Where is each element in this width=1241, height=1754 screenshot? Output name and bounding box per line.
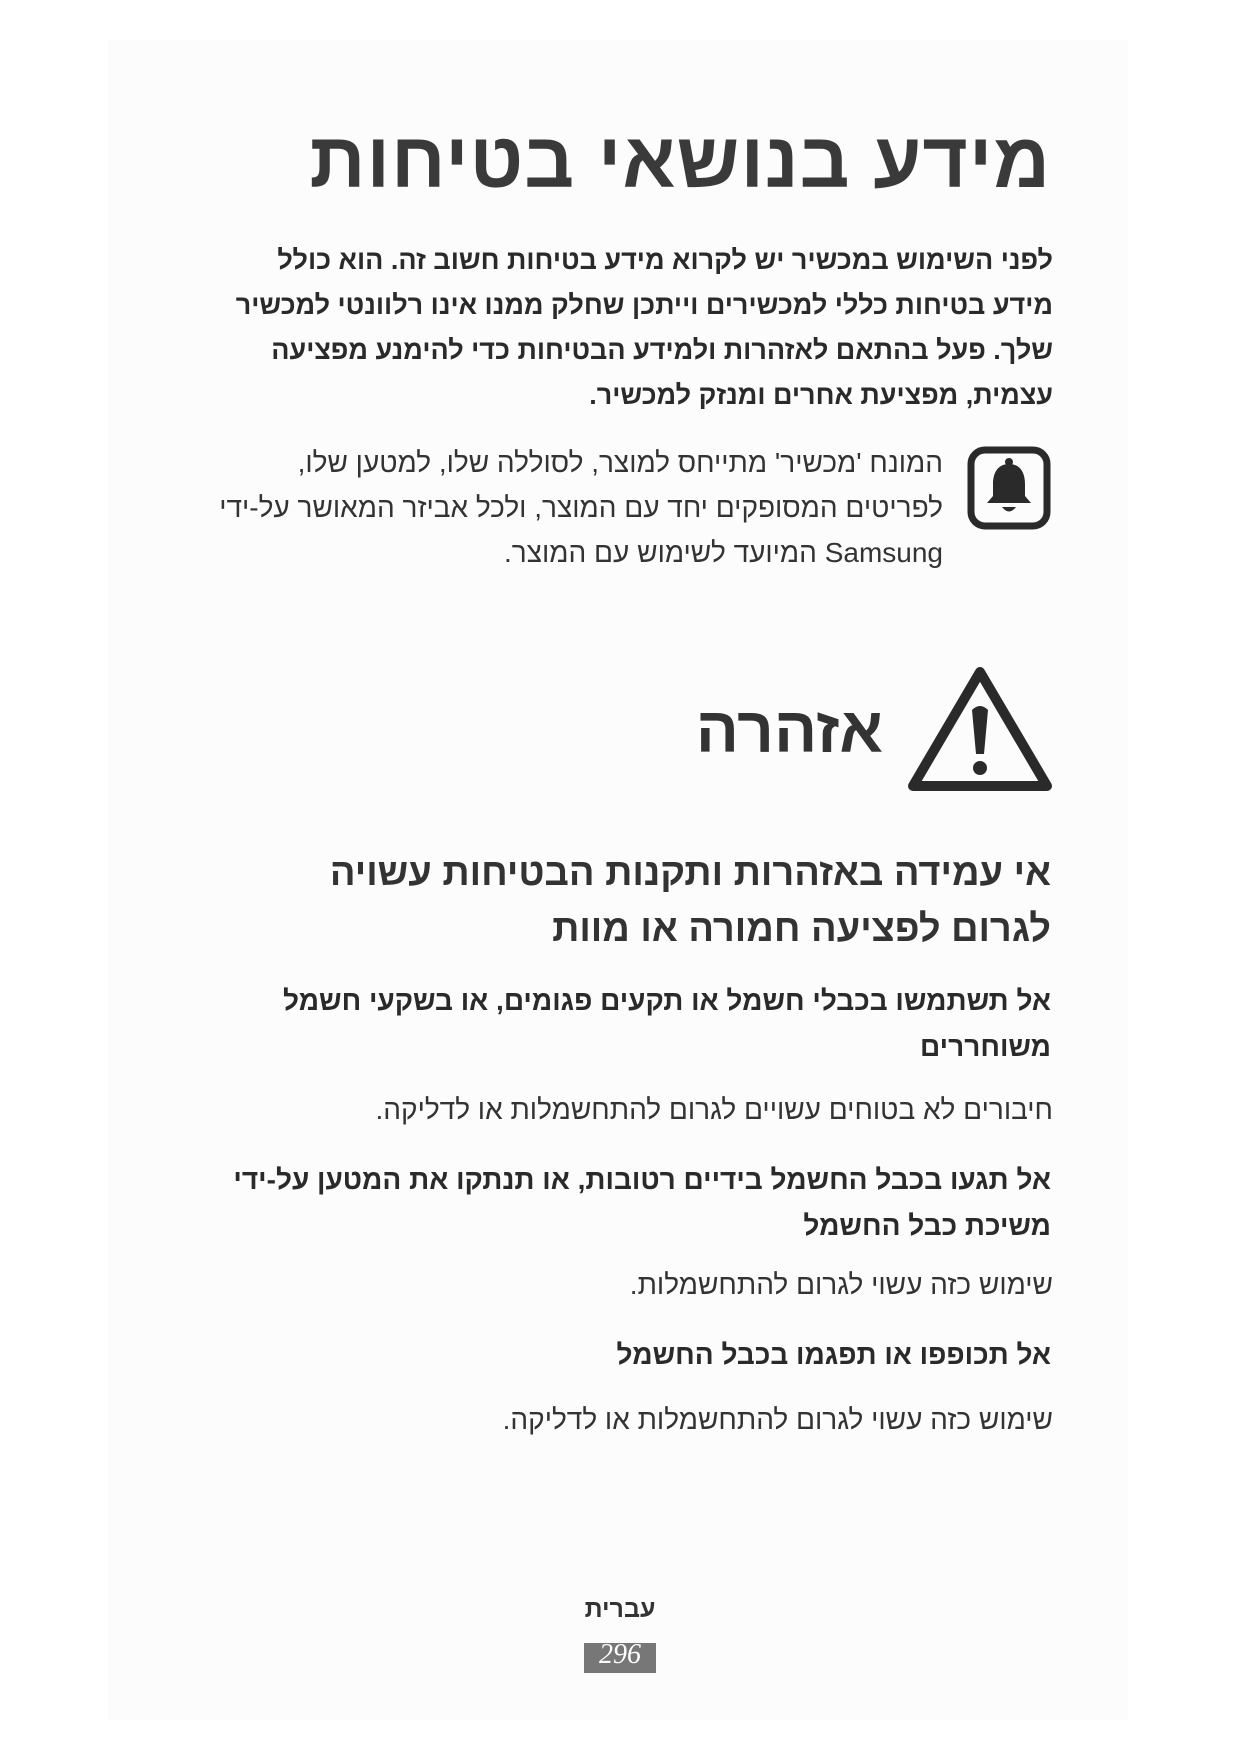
page-title: מידע בנושאי בטיחות — [309, 116, 1051, 204]
footer-language: עברית — [584, 1595, 656, 1623]
page-number: 296 — [584, 1643, 656, 1673]
note-text: המונח 'מכשיר' מתייחס למוצר, לסוללה שלו, למטען שלו, לפריטים המסופקים יחד עם המוצר, ולכל אביזר המאושר על-ידי Samsung המיועד לשימוש עם המוצר. — [219, 447, 943, 568]
item-heading: אל תגעו בכבל החשמל בידיים רטובות, או תנתקו את המטען על-ידי משיכת כבל החשמל — [233, 1164, 1051, 1241]
warning-title: אזהרה — [695, 694, 883, 766]
item-body: שימוש כזה עשוי לגרום להתחשמלות. — [629, 1269, 1053, 1300]
item-heading: אל תשתמשו בכבלי חשמל או תקעים פגומים, או בשקעי חשמל משוחררים — [282, 985, 1051, 1062]
warning-triangle-icon — [905, 662, 1055, 796]
item-heading: אל תכופפו או תפגמו בכבל החשמל — [616, 1339, 1051, 1370]
warning-subheading: אי עמידה באזהרות ותקנות הבטיחות עשויה לגרום לפציעה חמורה או מוות — [329, 852, 1051, 950]
item-body: חיבורים לא בטוחים עשויים לגרום להתחשמלות או לדליקה. — [375, 1094, 1053, 1125]
intro-paragraph: לפני השימוש במכשיר יש לקרוא מידע בטיחות חשוב זה. הוא כולל מידע בטיחות כללי למכשירים וייתכן שחלק ממנו אינו רלוונטי למכשיר שלך. פעל בהתאם לאזהרות ולמידע הבטיחות כדי להימנע מפציעה עצמית, מפציעת אחרים ומנזק למכשיר. — [235, 245, 1053, 410]
item-body: שימוש כזה עשוי לגרום להתחשמלות או לדליקה. — [502, 1404, 1053, 1435]
bell-icon — [967, 446, 1051, 530]
